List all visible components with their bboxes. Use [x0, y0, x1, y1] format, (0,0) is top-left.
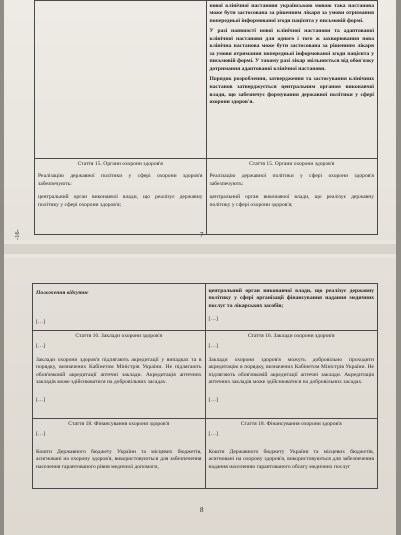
provision-absent-label: Положення відсутнє [36, 289, 89, 296]
article-18-title-right: Стаття 18. Фінансування охорони здоров'я [240, 420, 342, 427]
cell-article-16-current [33, 331, 206, 419]
article-16-text-left: Заклади охорони здоров'я підлягають акредитації у випадках та в порядку, визначених Кабінетом Міністрів України. Не підлягають обов'язковій акредитації аптечні заклади. Акредитація аптечних закладів може здійснюватися на добровільних засадах. [36, 356, 202, 386]
ellipsis: […] [208, 396, 218, 403]
cell-article-18-proposed [205, 419, 378, 489]
cell-article-18-current [33, 419, 206, 489]
side-page-mark: -16- [14, 229, 21, 240]
article-16-title-right: Стаття 16. Заклади охорони здоров'я [247, 332, 335, 339]
article-18-title-left: Стаття 18. Фінансування охорони здоров'я [68, 420, 170, 427]
ellipsis: […] [208, 431, 218, 438]
cell-article-15-current [35, 159, 207, 235]
article-15-sub-right: центральний орган виконавчої влади, що реалізує державну політику у сфері охорони здоров'я; [209, 194, 374, 208]
paragraph-new-guideline: нової клінічної настанови українською мовою така настанова може бути застосована за рішенням лікаря за умови отримання попередньої інформованої згоди пацієнта у письмовій формі. [209, 2, 374, 24]
page-divider [4, 244, 396, 254]
cell-proposed-guidelines [206, 1, 378, 159]
cell-provision-absent [33, 284, 206, 331]
paragraph-procedure: Порядок розроблення, затвердження та застосування клінічних настанов затверджується центральним органом виконавчої влади, що забезпечує формування державної політики у сфері охорони здоров'я. [209, 76, 374, 106]
article-18-text-right: Кошти Державного бюджету України та місцевих бюджетів, асигновані на охорону здоров'я, використовуються для забезпечення надання населенню гарантованого обсягу медичних послуг [208, 448, 374, 470]
cell-central-body [205, 284, 378, 331]
comparison-table-page-8 [32, 283, 378, 489]
central-body-text: центральний орган виконавчої влади, що реалізує державну політику у сфері організації фінансування надання медичних послуг та лікарських засобів; [208, 287, 374, 309]
ellipsis: […] [208, 316, 218, 323]
paragraph-adapted-guideline: У разі наявності нової клінічної настанови та адаптованої клінічної настанови для одного і того ж захворювання нова клінічна настанова може бути застосована за рішенням лікаря за умови отримання попередньої інформованої згоди пацієнта у письмовій формі. У такому разі лікар звільняється від обов'язку дотримання адаптованої клінічної настанови. [209, 28, 374, 72]
article-16-title-left: Стаття 16. Заклади охорони здоров'я [75, 332, 163, 339]
ellipsis: […] [36, 319, 46, 326]
ellipsis: […] [36, 396, 46, 403]
article-16-text-right: Заклади охорони здоров'я можуть добровільно проходити акредитацію в порядку, визначених Кабінетом Міністрів України. Не підлягають обов'язковій акредитації аптечні заклади. Акредитація аптечних закладів може здійснюватися на добровільних засадах. [208, 356, 374, 386]
article-15-title-left: Стаття 15. Органи охорони здоров'я [77, 160, 163, 167]
article-15-title-right: Стаття 15. Органи охорони здоров'я [249, 160, 335, 167]
article-15-text-right: Реалізацію державної політики у сфері охорони здоров'я забезпечують: [209, 173, 374, 187]
article-15-sub-left: центральний орган виконавчої влади, що реалізує державну політику у сфері охорони здоров'я; [38, 194, 203, 208]
document-photo [4, 0, 396, 535]
cell-current-empty [35, 1, 207, 159]
page-number-7: 7 [200, 231, 204, 239]
cell-article-16-proposed [205, 331, 378, 419]
ellipsis: […] [36, 431, 46, 438]
ellipsis: […] [208, 343, 218, 350]
ellipsis: […] [36, 343, 46, 350]
article-18-text-left: Кошти Державного бюджету України та місцевих бюджетів, асигновані на охорону здоров'я, використовуються для забезпечення населення гарантованого рівня медичної допомоги, [36, 448, 202, 470]
comparison-table-page-7 [34, 0, 378, 235]
article-15-text-left: Реалізацію державної політики у сфері охорони здоров'я забезпечують: [38, 173, 203, 187]
cell-article-15-proposed [206, 159, 378, 235]
page-number-8: 8 [200, 506, 204, 514]
